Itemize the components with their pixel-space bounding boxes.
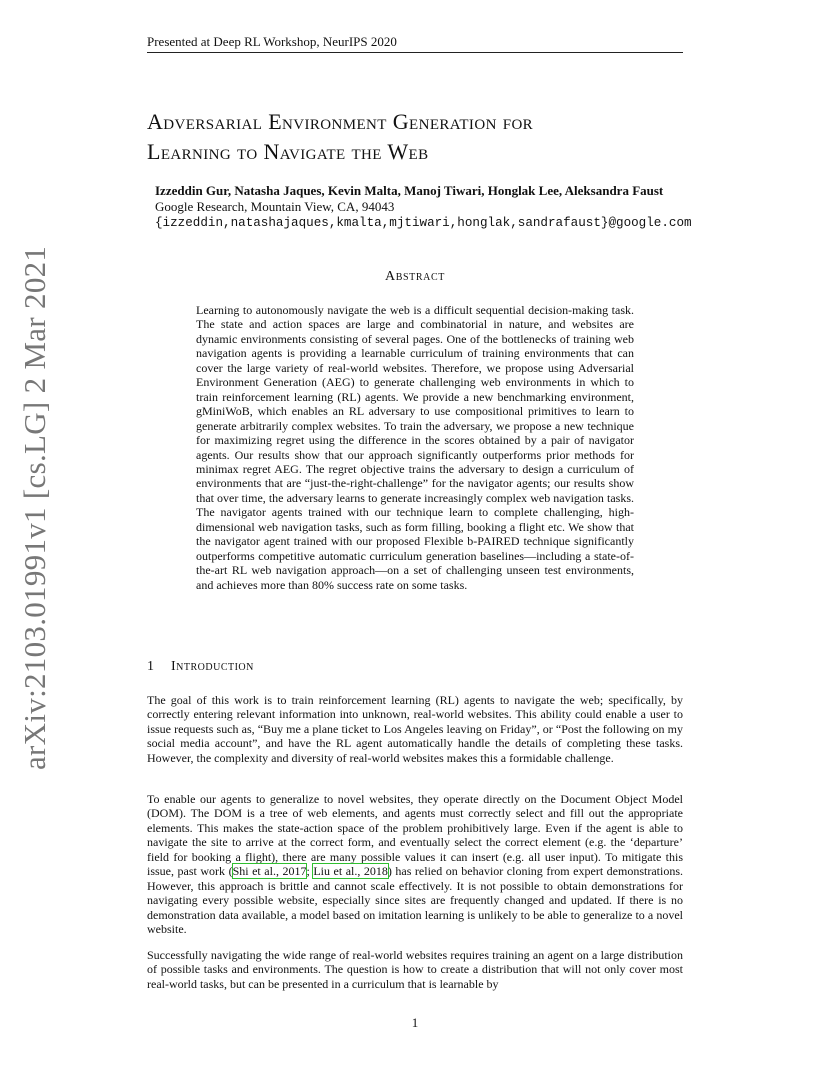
- author-emails-text: {izzeddin,natashajaques,kmalta,mjtiwari,honglak,sandrafaust}@google.com: [155, 216, 692, 230]
- intro-paragraph-2-text-after: ) has relied on behavior cloning from expert demonstrations. However, this approach is brittle and cannot scale effectively. It is not possible to obtain demonstrations for navigating every possible website, especially since sites are frequently changed and updated. If there is no demonstration data available, a model based on imitation learning is unlikely to be able to generalize to a novel website.: [147, 864, 683, 937]
- intro-paragraph-2-text-before: To enable our agents to generalize to novel websites, they operate directly on the Document Object Model (DOM). The DOM is a tree of web elements, and agents must correctly select and fill out the appropriate elements. This makes the state-action space of the problem prohibitively large. Even if the agent is able to navigate the site to arrive at the correct form, and eventually select the correct element (e.g. the ‘departure’ field for booking a flight), there are many possible values it can insert (e.g. all user input). To mitigate this issue, past work (: [147, 792, 683, 879]
- paper-title: [147, 107, 687, 167]
- citation-link-shi-2017[interactable]: Shi et al., 2017: [232, 864, 307, 879]
- arxiv-identifier-stamp: arXiv:2103.01991v1 [cs.LG] 2 Mar 2021: [17, 245, 52, 770]
- section-heading-introduction: [147, 658, 683, 676]
- header-rule: [147, 52, 683, 53]
- section-title: Introduction: [171, 659, 254, 674]
- page-number: 1: [411, 1015, 419, 1030]
- author-list: Izzeddin Gur, Natasha Jaques, Kevin Malta, Manoj Tiwari, Honglak Lee, Aleksandra Faust: [155, 183, 664, 198]
- author-emails: [155, 214, 735, 231]
- running-header: Presented at Deep RL Workshop, NeurIPS 2020: [147, 34, 397, 49]
- paper-title-line-2: Learning to Navigate the Web: [147, 139, 429, 164]
- section-number: 1: [147, 659, 155, 674]
- citation-link-liu-2018[interactable]: Liu et al., 2018: [313, 864, 388, 879]
- abstract-text: Learning to autonomously navigate the web is a difficult sequential decision-making task. The state and action spaces are large and combinatorial in nature, and websites are dynamic environments consisting of several pages. One of the bottlenecks of training web navigation agents is providing a learnable curriculum of training environments that can cover the large variety of real-world websites. Therefore, we propose using Adversarial Environment Generation (AEG) to generate challenging web environments in which to train reinforcement learning (RL) agents. We provide a new benchmarking environment, gMiniWoB, which enables an RL adversary to use compositional primitives to learn to generate arbitrarily complex websites. To train the adversary, we propose a new technique for maximizing regret using the difference in the scores obtained by a pair of navigator agents. Our results show that our approach significantly outperforms prior methods for minimax regret AEG. The regret objective trains the adversary to design a curriculum of environments that are “just-the-right-challenge” for the navigator agents; our results show that over time, the adversary learns to generate increasingly complex web navigation tasks. The navigator agents trained with our technique learn to complete challenging, high-dimensional web navigation tasks, such as form filling, booking a flight etc. We show that the navigator agent trained with our proposed Flexible b-PAIRED technique significantly outperforms competitive automatic curriculum generation baselines—including a state-of-the-art RL web navigation approach—on a set of challenging unseen test environments, and achieves more than 80% success rate on some tasks.: [196, 303, 634, 592]
- affiliation: Google Research, Mountain View, CA, 94043: [155, 199, 395, 214]
- intro-paragraph-1: The goal of this work is to train reinforcement learning (RL) agents to navigate the web; specifically, by correctly entering relevant information into unknown, real-world websites. This ability could enable a user to issue requests such as, “Buy me a plane ticket to Los Angeles leaving on Friday”, or “Post the following on my social media account”, and have the RL agent automatically handle the details of completing these tasks. However, the complexity and diversity of real-world websites makes this a formidable challenge.: [147, 693, 683, 765]
- abstract-heading: Abstract: [385, 269, 445, 284]
- citation-separator: ;: [306, 864, 314, 879]
- intro-paragraph-2: [147, 792, 683, 937]
- intro-paragraph-3: Successfully navigating the wide range of real-world websites requires training an agent on a large distribution of possible tasks and environments. The question is how to create a distribution that will not only cover most real-world tasks, but can be presented in a curriculum that is learnable by: [147, 948, 683, 991]
- paper-title-line-1: Adversarial Environment Generation for: [147, 109, 534, 134]
